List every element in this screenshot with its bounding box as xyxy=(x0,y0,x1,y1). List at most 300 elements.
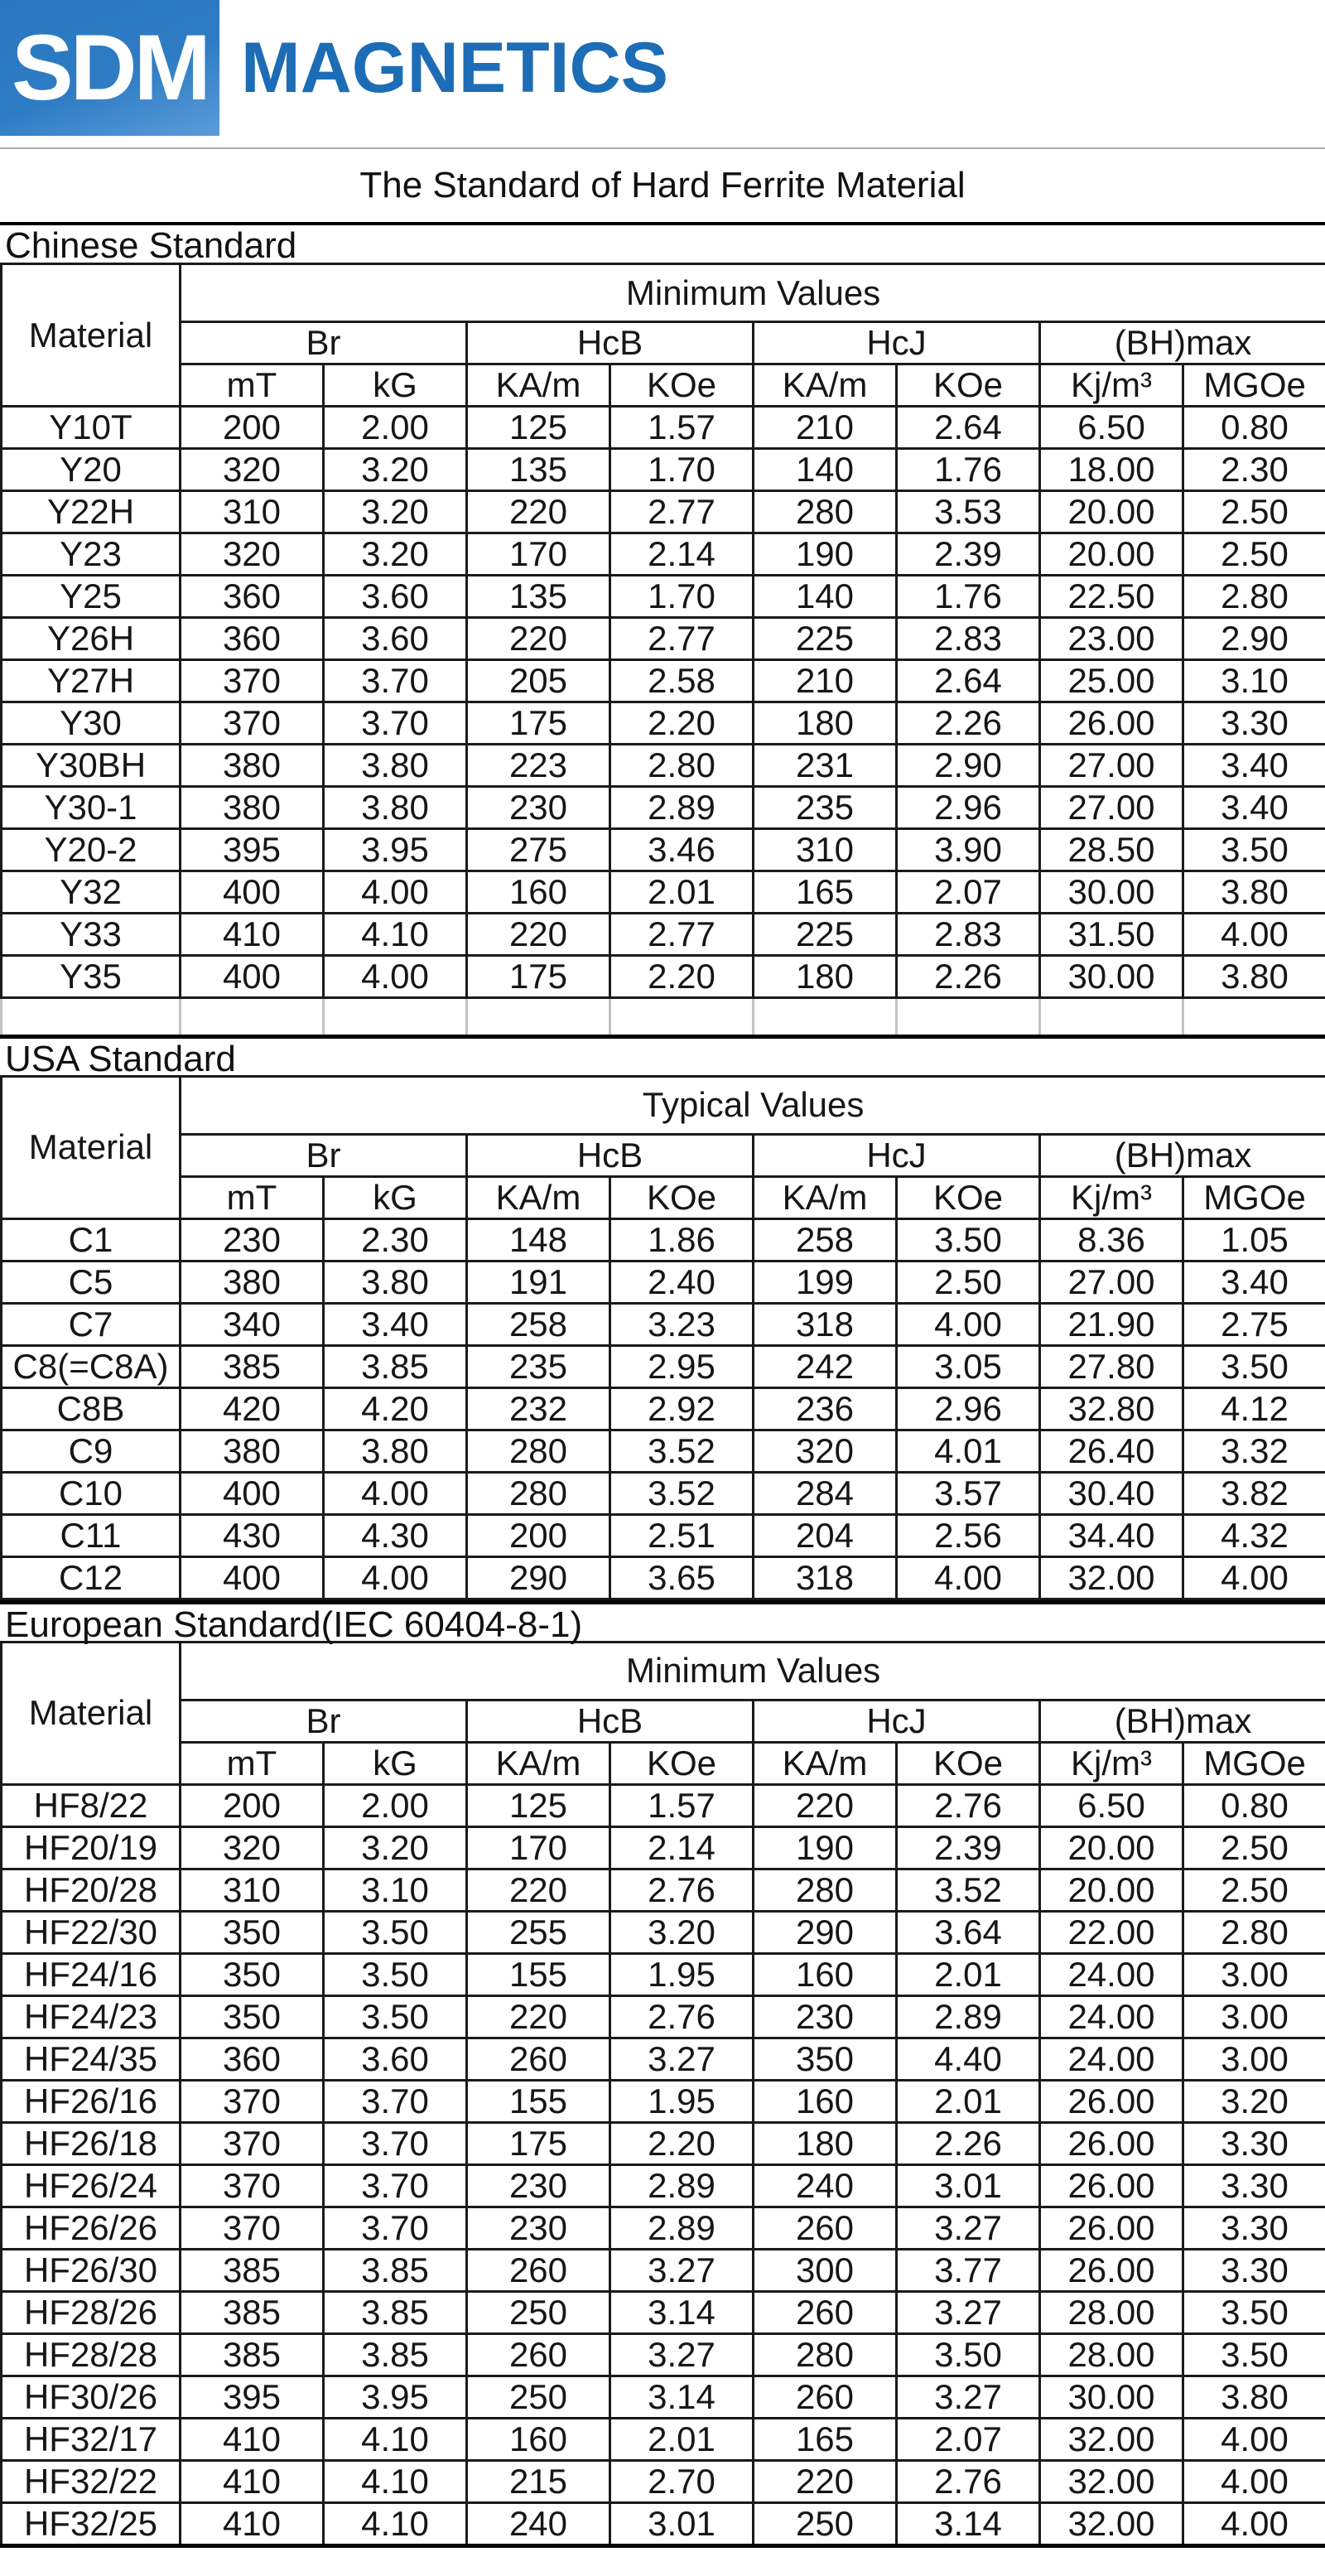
value-cell: 3.57 xyxy=(897,1472,1040,1514)
value-cell: 1.70 xyxy=(610,576,754,618)
value-cell: 2.64 xyxy=(897,407,1040,449)
value-cell: 2.50 xyxy=(897,1261,1040,1303)
value-cell: 3.64 xyxy=(897,1911,1040,1953)
material-column-header: Material xyxy=(2,1076,181,1218)
table-row xyxy=(2,702,1325,745)
value-cell: 290 xyxy=(754,1911,897,1953)
table-row xyxy=(2,449,1325,491)
material-cell: HF28/28 xyxy=(2,2333,181,2376)
value-cell: 258 xyxy=(467,1303,610,1345)
value-cell: 190 xyxy=(754,533,897,576)
value-cell: 175 xyxy=(467,702,610,745)
value-cell: 4.10 xyxy=(324,914,467,956)
unit-header: KOe xyxy=(897,1176,1040,1218)
value-cell: 165 xyxy=(754,871,897,914)
value-cell: 4.40 xyxy=(897,2038,1040,2080)
value-cell: 410 xyxy=(181,2460,324,2502)
value-cell: 2.77 xyxy=(610,618,754,660)
table-row xyxy=(2,533,1325,576)
value-cell: 3.30 xyxy=(1183,2249,1325,2291)
value-cell: 191 xyxy=(467,1261,610,1303)
value-cell: 220 xyxy=(467,914,610,956)
material-cell: C1 xyxy=(2,1218,181,1261)
value-cell: 275 xyxy=(467,829,610,871)
value-cell: 1.76 xyxy=(897,449,1040,491)
value-cell: 310 xyxy=(181,1869,324,1911)
material-cell: Y25 xyxy=(2,576,181,618)
value-cell: 3.40 xyxy=(1183,745,1325,787)
value-cell: 370 xyxy=(181,2122,324,2164)
value-cell: 2.64 xyxy=(897,660,1040,702)
value-cell: 175 xyxy=(467,956,610,998)
value-cell: 3.80 xyxy=(324,745,467,787)
value-cell: 6.50 xyxy=(1040,407,1183,449)
value-cell: 3.52 xyxy=(897,1869,1040,1911)
value-cell: 27.80 xyxy=(1040,1345,1183,1387)
value-cell: 4.10 xyxy=(324,2418,467,2460)
value-cell: 1.95 xyxy=(610,2080,754,2122)
value-cell: 230 xyxy=(181,1218,324,1261)
value-cell: 240 xyxy=(467,2502,610,2545)
value-cell: 230 xyxy=(467,2207,610,2249)
value-cell: 3.14 xyxy=(610,2376,754,2418)
value-cell: 3.50 xyxy=(1183,829,1325,871)
table-row xyxy=(2,2164,1325,2207)
value-cell: 28.50 xyxy=(1040,829,1183,871)
value-cell: 2.30 xyxy=(324,1218,467,1261)
unit-header: KA/m xyxy=(754,1176,897,1218)
value-cell: 215 xyxy=(467,2460,610,2502)
value-cell: 260 xyxy=(467,2038,610,2080)
value-cell: 22.50 xyxy=(1040,576,1183,618)
unit-header: KOe xyxy=(610,364,754,407)
group-header: HcJ xyxy=(754,322,1040,364)
value-cell: 260 xyxy=(754,2207,897,2249)
unit-header: KA/m xyxy=(467,1742,610,1784)
value-cell: 2.80 xyxy=(610,745,754,787)
value-cell: 250 xyxy=(467,2291,610,2333)
value-cell: 27.00 xyxy=(1040,745,1183,787)
unit-header: mT xyxy=(181,364,324,407)
value-cell: 370 xyxy=(181,2207,324,2249)
value-cell: 400 xyxy=(181,956,324,998)
value-cell: 20.00 xyxy=(1040,1826,1183,1869)
value-cell: 3.70 xyxy=(324,2164,467,2207)
value-cell: 2.96 xyxy=(897,787,1040,829)
value-cell: 26.00 xyxy=(1040,2122,1183,2164)
table-row xyxy=(2,871,1325,914)
value-cell: 3.00 xyxy=(1183,1995,1325,2038)
material-cell: Y30-1 xyxy=(2,787,181,829)
value-cell: 232 xyxy=(467,1387,610,1430)
value-cell: 0.80 xyxy=(1183,1784,1325,1826)
value-cell: 2.92 xyxy=(610,1387,754,1430)
value-cell: 2.76 xyxy=(897,2460,1040,2502)
value-cell: 3.50 xyxy=(324,1911,467,1953)
value-cell: 2.20 xyxy=(610,956,754,998)
value-cell: 3.30 xyxy=(1183,2122,1325,2164)
value-cell: 360 xyxy=(181,2038,324,2080)
material-cell: Y33 xyxy=(2,914,181,956)
value-cell: 2.07 xyxy=(897,2418,1040,2460)
value-cell: 3.65 xyxy=(610,1556,754,1599)
value-cell: 350 xyxy=(754,2038,897,2080)
empty-cell xyxy=(2,998,181,1035)
value-cell: 3.50 xyxy=(1183,2333,1325,2376)
value-cell: 3.40 xyxy=(324,1303,467,1345)
value-cell: 34.40 xyxy=(1040,1514,1183,1556)
value-cell: 200 xyxy=(181,1784,324,1826)
material-column-header: Material xyxy=(2,1642,181,1784)
value-cell: 3.70 xyxy=(324,660,467,702)
value-cell: 4.32 xyxy=(1183,1514,1325,1556)
value-cell: 284 xyxy=(754,1472,897,1514)
value-cell: 350 xyxy=(181,1911,324,1953)
material-cell: C11 xyxy=(2,1514,181,1556)
value-cell: 2.83 xyxy=(897,914,1040,956)
value-cell: 240 xyxy=(754,2164,897,2207)
material-cell: HF26/24 xyxy=(2,2164,181,2207)
value-cell: 3.10 xyxy=(1183,660,1325,702)
empty-cell xyxy=(467,998,610,1035)
value-cell: 223 xyxy=(467,745,610,787)
table-row xyxy=(2,1826,1325,1869)
value-cell: 230 xyxy=(467,787,610,829)
value-cell: 2.01 xyxy=(897,2080,1040,2122)
value-cell: 210 xyxy=(754,660,897,702)
value-cell: 2.77 xyxy=(610,914,754,956)
table-row xyxy=(2,1387,1325,1430)
value-cell: 2.83 xyxy=(897,618,1040,660)
value-cell: 2.76 xyxy=(610,1995,754,2038)
value-cell: 22.00 xyxy=(1040,1911,1183,1953)
value-cell: 3.14 xyxy=(610,2291,754,2333)
material-cell: C10 xyxy=(2,1472,181,1514)
value-cell: 18.00 xyxy=(1040,449,1183,491)
value-cell: 25.00 xyxy=(1040,660,1183,702)
value-cell: 3.50 xyxy=(897,1218,1040,1261)
value-cell: 225 xyxy=(754,914,897,956)
value-cell: 310 xyxy=(754,829,897,871)
group-header: HcB xyxy=(467,1134,754,1176)
value-cell: 3.85 xyxy=(324,2291,467,2333)
value-cell: 3.52 xyxy=(610,1472,754,1514)
value-cell: 2.20 xyxy=(610,2122,754,2164)
table-row xyxy=(2,1514,1325,1556)
page-title: The Standard of Hard Ferrite Material xyxy=(359,165,966,205)
value-cell: 320 xyxy=(754,1430,897,1472)
table-row xyxy=(2,491,1325,533)
value-cell: 3.77 xyxy=(897,2249,1040,2291)
value-cell: 30.00 xyxy=(1040,871,1183,914)
value-cell: 125 xyxy=(467,407,610,449)
unit-header: mT xyxy=(181,1742,324,1784)
material-column-header: Material xyxy=(2,264,181,407)
value-cell: 0.80 xyxy=(1183,407,1325,449)
value-cell: 255 xyxy=(467,1911,610,1953)
value-cell: 160 xyxy=(467,2418,610,2460)
value-cell: 2.80 xyxy=(1183,576,1325,618)
value-cell: 4.00 xyxy=(897,1303,1040,1345)
material-cell: C5 xyxy=(2,1261,181,1303)
value-cell: 165 xyxy=(754,2418,897,2460)
material-cell: HF32/22 xyxy=(2,2460,181,2502)
brand-header xyxy=(0,0,1325,136)
value-cell: 360 xyxy=(181,576,324,618)
material-cell: Y22H xyxy=(2,491,181,533)
table-row xyxy=(2,407,1325,449)
unit-header: Kj/m³ xyxy=(1040,364,1183,407)
value-cell: 2.89 xyxy=(610,787,754,829)
value-cell: 260 xyxy=(754,2376,897,2418)
value-cell: 30.40 xyxy=(1040,1472,1183,1514)
value-cell: 3.70 xyxy=(324,702,467,745)
material-cell: C7 xyxy=(2,1303,181,1345)
unit-header: KOe xyxy=(897,1742,1040,1784)
value-cell: 160 xyxy=(754,1953,897,1995)
value-cell: 125 xyxy=(467,1784,610,1826)
material-cell: Y20-2 xyxy=(2,829,181,871)
value-cell: 260 xyxy=(467,2333,610,2376)
value-cell: 3.46 xyxy=(610,829,754,871)
value-cell: 3.27 xyxy=(610,2038,754,2080)
value-cell: 3.50 xyxy=(1183,2291,1325,2333)
standard-section xyxy=(0,1600,1325,2548)
unit-header: kG xyxy=(324,1742,467,1784)
table-row xyxy=(2,1911,1325,1953)
value-cell: 3.20 xyxy=(324,533,467,576)
value-cell: 400 xyxy=(181,1556,324,1599)
value-cell: 395 xyxy=(181,2376,324,2418)
value-cell: 175 xyxy=(467,2122,610,2164)
value-cell: 3.50 xyxy=(1183,1345,1325,1387)
material-cell: C8(=C8A) xyxy=(2,1345,181,1387)
value-cell: 410 xyxy=(181,2418,324,2460)
unit-header: KA/m xyxy=(754,364,897,407)
value-cell: 3.27 xyxy=(610,2333,754,2376)
value-cell: 235 xyxy=(754,787,897,829)
value-cell: 3.00 xyxy=(1183,2038,1325,2080)
empty-row xyxy=(2,998,1325,1035)
value-cell: 4.30 xyxy=(324,1514,467,1556)
table-row xyxy=(2,2080,1325,2122)
value-cell: 385 xyxy=(181,2291,324,2333)
value-cell: 4.00 xyxy=(324,956,467,998)
value-cell: 205 xyxy=(467,660,610,702)
material-table xyxy=(0,263,1325,1035)
value-cell: 310 xyxy=(181,491,324,533)
value-cell: 3.40 xyxy=(1183,1261,1325,1303)
value-cell: 225 xyxy=(754,618,897,660)
material-cell: C8B xyxy=(2,1387,181,1430)
value-cell: 2.58 xyxy=(610,660,754,702)
value-cell: 242 xyxy=(754,1345,897,1387)
value-cell: 231 xyxy=(754,745,897,787)
value-cell: 1.70 xyxy=(610,449,754,491)
value-cell: 400 xyxy=(181,871,324,914)
value-cell: 3.14 xyxy=(897,2502,1040,2545)
value-cell: 380 xyxy=(181,787,324,829)
value-cell: 2.95 xyxy=(610,1345,754,1387)
value-cell: 1.95 xyxy=(610,1953,754,1995)
value-cell: 3.80 xyxy=(324,1261,467,1303)
value-cell: 290 xyxy=(467,1556,610,1599)
value-cell: 2.75 xyxy=(1183,1303,1325,1345)
material-cell: Y27H xyxy=(2,660,181,702)
value-cell: 160 xyxy=(467,871,610,914)
value-cell: 2.89 xyxy=(610,2164,754,2207)
material-cell: HF26/16 xyxy=(2,2080,181,2122)
unit-header: KOe xyxy=(897,364,1040,407)
value-cell: 32.00 xyxy=(1040,2418,1183,2460)
value-cell: 1.57 xyxy=(610,1784,754,1826)
value-cell: 2.26 xyxy=(897,956,1040,998)
material-cell: HF30/26 xyxy=(2,2376,181,2418)
value-cell: 2.50 xyxy=(1183,1869,1325,1911)
value-cell: 280 xyxy=(754,2333,897,2376)
unit-header: KA/m xyxy=(467,1176,610,1218)
value-cell: 3.50 xyxy=(324,1995,467,2038)
value-cell: 3.60 xyxy=(324,618,467,660)
material-cell: Y35 xyxy=(2,956,181,998)
table-row xyxy=(2,1869,1325,1911)
empty-cell xyxy=(754,998,897,1035)
value-cell: 140 xyxy=(754,449,897,491)
value-cell: 190 xyxy=(754,1826,897,1869)
group-header: HcJ xyxy=(754,1700,1040,1742)
value-cell: 4.10 xyxy=(324,2502,467,2545)
value-cell: 148 xyxy=(467,1218,610,1261)
value-cell: 3.00 xyxy=(1183,1953,1325,1995)
value-cell: 2.50 xyxy=(1183,533,1325,576)
values-type-header: Typical Values xyxy=(181,1076,1325,1134)
value-cell: 235 xyxy=(467,1345,610,1387)
value-cell: 2.14 xyxy=(610,1826,754,1869)
value-cell: 199 xyxy=(754,1261,897,1303)
value-cell: 2.20 xyxy=(610,702,754,745)
values-type-header: Minimum Values xyxy=(181,264,1325,322)
value-cell: 2.39 xyxy=(897,1826,1040,1869)
value-cell: 2.90 xyxy=(1183,618,1325,660)
value-cell: 250 xyxy=(467,2376,610,2418)
value-cell: 3.70 xyxy=(324,2207,467,2249)
value-cell: 27.00 xyxy=(1040,1261,1183,1303)
value-cell: 3.20 xyxy=(610,1911,754,1953)
value-cell: 4.12 xyxy=(1183,1387,1325,1430)
empty-cell xyxy=(324,998,467,1035)
value-cell: 420 xyxy=(181,1387,324,1430)
table-row xyxy=(2,1430,1325,1472)
value-cell: 280 xyxy=(467,1430,610,1472)
table-row xyxy=(2,787,1325,829)
table-row xyxy=(2,2376,1325,2418)
material-table xyxy=(0,1641,1325,2548)
unit-header: MGOe xyxy=(1183,1176,1325,1218)
value-cell: 370 xyxy=(181,660,324,702)
value-cell: 140 xyxy=(754,576,897,618)
material-cell: C12 xyxy=(2,1556,181,1599)
value-cell: 26.00 xyxy=(1040,702,1183,745)
value-cell: 3.52 xyxy=(610,1430,754,1472)
unit-header: MGOe xyxy=(1183,364,1325,407)
value-cell: 26.00 xyxy=(1040,2080,1183,2122)
value-cell: 1.76 xyxy=(897,576,1040,618)
empty-cell xyxy=(1183,998,1325,1035)
value-cell: 370 xyxy=(181,2164,324,2207)
value-cell: 220 xyxy=(754,1784,897,1826)
value-cell: 4.00 xyxy=(1183,2460,1325,2502)
value-cell: 3.85 xyxy=(324,2333,467,2376)
value-cell: 360 xyxy=(181,618,324,660)
value-cell: 3.53 xyxy=(897,491,1040,533)
value-cell: 160 xyxy=(754,2080,897,2122)
table-row xyxy=(2,2249,1325,2291)
value-cell: 3.95 xyxy=(324,829,467,871)
group-header: HcJ xyxy=(754,1134,1040,1176)
value-cell: 135 xyxy=(467,576,610,618)
value-cell: 2.01 xyxy=(610,871,754,914)
section-label: Chinese Standard xyxy=(0,222,1325,263)
value-cell: 230 xyxy=(754,1995,897,2038)
value-cell: 32.00 xyxy=(1040,2502,1183,2545)
value-cell: 4.00 xyxy=(324,871,467,914)
unit-header: kG xyxy=(324,364,467,407)
sdm-logo-box xyxy=(0,0,219,136)
value-cell: 3.80 xyxy=(1183,871,1325,914)
value-cell: 3.90 xyxy=(897,829,1040,871)
value-cell: 3.60 xyxy=(324,576,467,618)
value-cell: 3.27 xyxy=(897,2291,1040,2333)
material-cell: HF26/30 xyxy=(2,2249,181,2291)
value-cell: 220 xyxy=(467,618,610,660)
value-cell: 318 xyxy=(754,1556,897,1599)
table-row xyxy=(2,956,1325,998)
value-cell: 385 xyxy=(181,1345,324,1387)
material-cell: HF24/35 xyxy=(2,2038,181,2080)
empty-cell xyxy=(897,998,1040,1035)
value-cell: 2.30 xyxy=(1183,449,1325,491)
value-cell: 230 xyxy=(467,2164,610,2207)
value-cell: 20.00 xyxy=(1040,491,1183,533)
value-cell: 31.50 xyxy=(1040,914,1183,956)
value-cell: 20.00 xyxy=(1040,533,1183,576)
group-header: (BH)max xyxy=(1040,1134,1325,1176)
value-cell: 3.20 xyxy=(324,449,467,491)
material-cell: HF20/19 xyxy=(2,1826,181,1869)
table-row xyxy=(2,2502,1325,2545)
table-row xyxy=(2,2418,1325,2460)
value-cell: 350 xyxy=(181,1995,324,2038)
value-cell: 260 xyxy=(754,2291,897,2333)
value-cell: 155 xyxy=(467,2080,610,2122)
material-cell: Y10T xyxy=(2,407,181,449)
value-cell: 3.30 xyxy=(1183,2164,1325,2207)
value-cell: 3.85 xyxy=(324,2249,467,2291)
material-cell: HF28/26 xyxy=(2,2291,181,2333)
value-cell: 4.20 xyxy=(324,1387,467,1430)
value-cell: 32.80 xyxy=(1040,1387,1183,1430)
unit-header: KA/m xyxy=(467,364,610,407)
unit-header: kG xyxy=(324,1176,467,1218)
value-cell: 3.50 xyxy=(897,2333,1040,2376)
value-cell: 2.01 xyxy=(897,1953,1040,1995)
material-cell: HF24/16 xyxy=(2,1953,181,1995)
value-cell: 3.30 xyxy=(1183,702,1325,745)
value-cell: 2.00 xyxy=(324,1784,467,1826)
value-cell: 3.70 xyxy=(324,2080,467,2122)
value-cell: 280 xyxy=(754,1869,897,1911)
table-row xyxy=(2,745,1325,787)
